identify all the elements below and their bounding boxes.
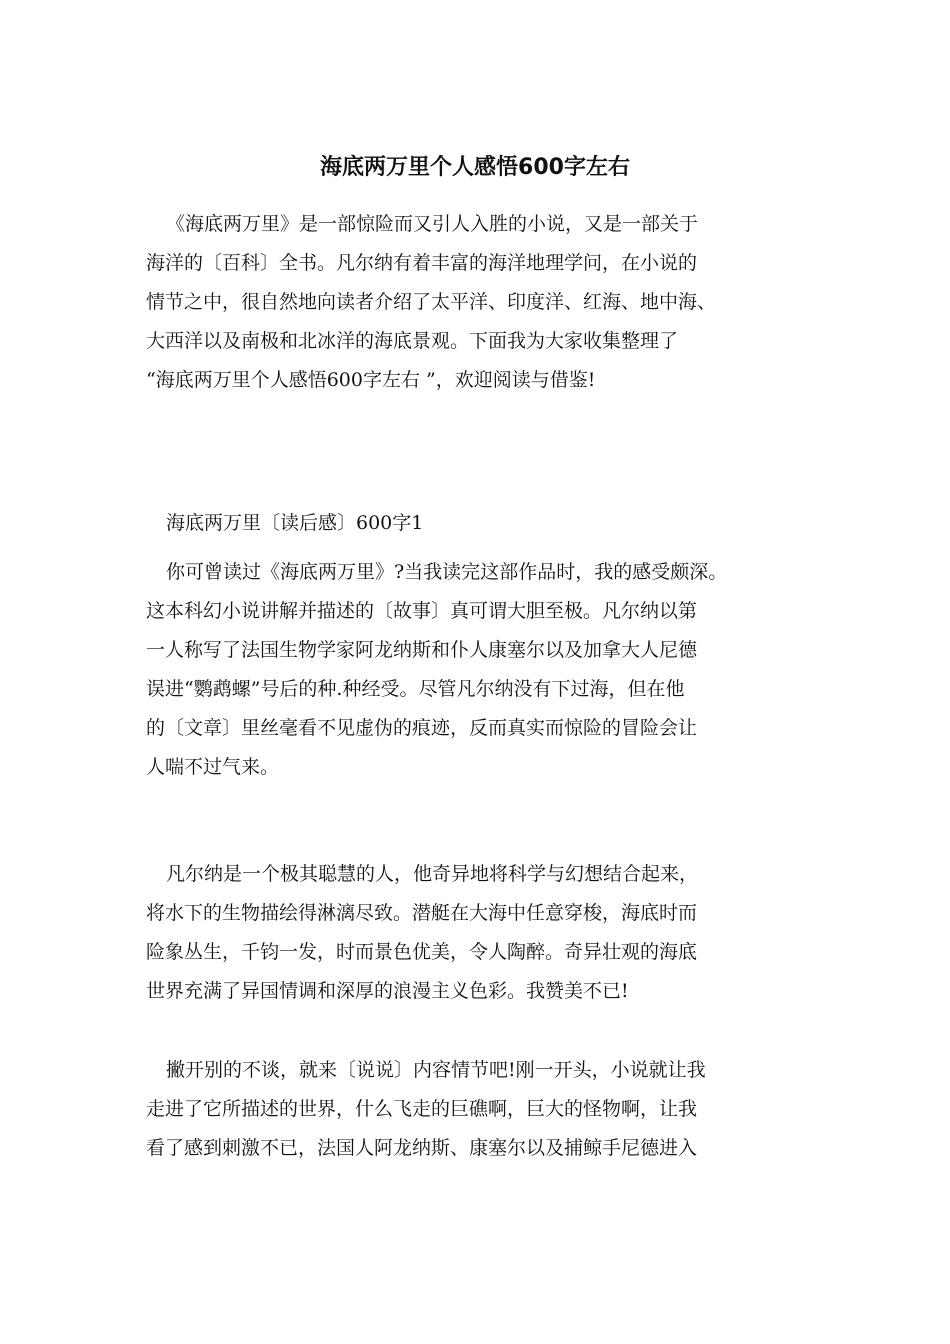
section-heading: 海底两万里〔读后感〕600字1 xyxy=(166,512,424,534)
section-heading-block xyxy=(146,504,836,543)
paragraph-2 xyxy=(146,855,836,1011)
intro-line: “海底两万里个人感悟600字左右 ”，欢迎阅读与借鉴! xyxy=(146,369,596,391)
paragraph-line: 险象丛生，千钧一发，时而景色优美，令人陶醉。奇异壮观的海底 xyxy=(146,941,698,963)
paragraph-line: 凡尔纳是一个极其聪慧的人，他奇异地将科学与幻想结合起来， xyxy=(166,863,699,885)
paragraph-line: 看了感到刺激不已，法国人阿龙纳斯、康塞尔以及捕鲸手尼德进入 xyxy=(146,1137,698,1159)
paragraph-line: 世界充满了异国情调和深厚的浪漫主义色彩。我赞美不已! xyxy=(146,980,629,1002)
paragraph-line: 你可曾读过《海底两万里》?当我读完这部作品时，我的感受颇深。 xyxy=(166,561,728,583)
paragraph-line: 撇开别的不谈，就来〔说说〕内容情节吧!刚一开头，小说就让我 xyxy=(166,1059,706,1081)
paragraph-line: 的〔文章〕里丝毫看不见虚伪的痕迹，反而真实而惊险的冒险会让 xyxy=(146,717,698,739)
document-title: 海底两万里个人感悟600字左右 xyxy=(320,155,630,180)
paragraph-line: 人喘不过气来。 xyxy=(146,756,280,778)
paragraph-line: 一人称写了法国生物学家阿龙纳斯和仆人康塞尔以及加拿大人尼德 xyxy=(146,639,698,661)
paragraph-line: 这本科幻小说讲解并描述的〔故事〕真可谓大胆至极。凡尔纳以第 xyxy=(146,600,698,622)
intro-line: 大西洋以及南极和北冰洋的海底景观。下面我为大家收集整理了 xyxy=(146,330,679,352)
paragraph-line: 将水下的生物描绘得淋漓尽致。潜艇在大海中任意穿梭，海底时而 xyxy=(146,902,698,924)
intro-line: 情节之中，很自然地向读者介绍了太平洋、印度洋、红海、地中海、 xyxy=(146,291,717,313)
paragraph-line: 走进了它所描述的世界，什么飞走的巨礁啊，巨大的怪物啊，让我 xyxy=(146,1098,698,1120)
paragraph-line: 误进“鹦鹉螺”号后的种.种经受。尽管凡尔纳没有下过海，但在他 xyxy=(146,678,685,700)
intro-line: 《海底两万里》是一部惊险而又引人入胜的小说，又是一部关于 xyxy=(166,213,699,235)
paragraph-3 xyxy=(146,1051,836,1168)
paragraph-1 xyxy=(146,553,836,787)
intro-paragraph xyxy=(146,205,836,400)
intro-line: 海洋的〔百科〕全书。凡尔纳有着丰富的海洋地理学问，在小说的 xyxy=(146,252,698,274)
